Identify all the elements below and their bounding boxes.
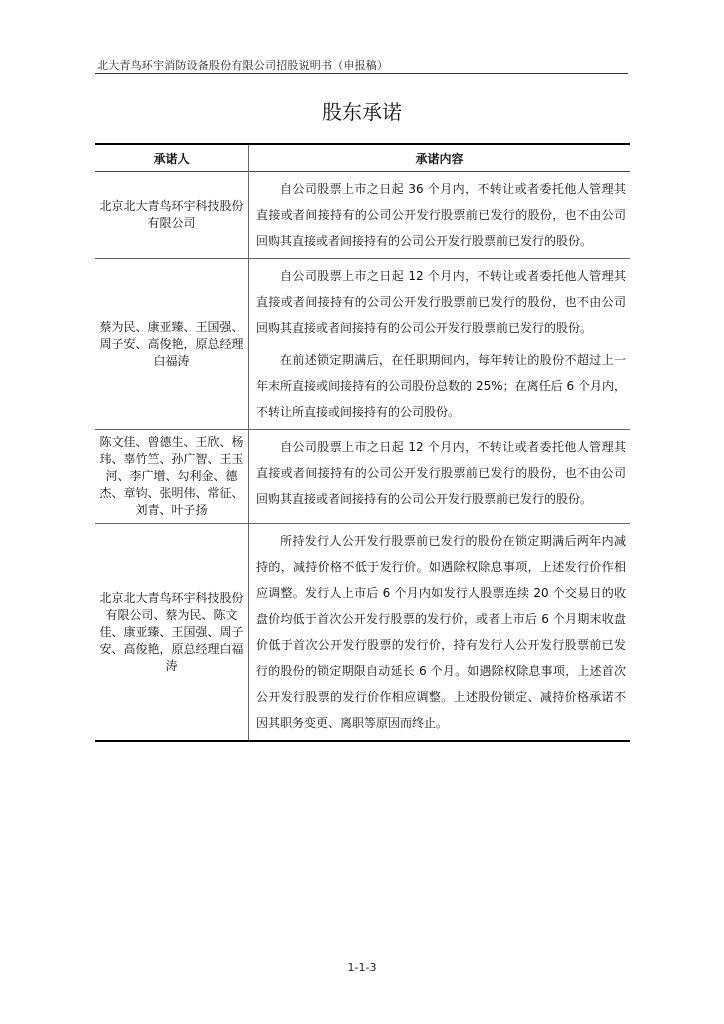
table-row <box>95 172 630 259</box>
commitment-cell <box>249 259 631 430</box>
header-divider <box>95 73 628 74</box>
commitment-cell <box>249 524 631 742</box>
commitment-paragraph: 自公司股票上市之日起 12 个月内，不转让或者委托他人管理其直接或者间接持有的公司公开发行股票前已发行的股份，也不由公司回购其直接或者间接持有的公司公开发行股票前已发行的股份。 <box>256 440 626 506</box>
promisor-cell: 陈文佳、曾德生、王欣、杨玮、辜竹竺、孙广智、王玉河、李广增、勾利金、德杰、章钧、张明伟、常征、刘青、叶子扬 <box>95 430 249 524</box>
column-header-promisor: 承诺人 <box>95 144 249 172</box>
commitment-paragraph: 在前述锁定期满后，在任职期间内，每年转让的股份不超过上一年末所直接或间接持有的公司股份总数的 25%；在离任后 6 个月内，不转让所直接或间接持有的公司股份。 <box>256 353 626 419</box>
page-title: 股东承诺 <box>322 100 402 124</box>
commitment-table <box>95 143 630 742</box>
page-number: 1-1-3 <box>347 961 377 974</box>
table-header-row <box>95 144 630 172</box>
commitment-paragraph: 所持发行人公开发行股票前已发行的股份在锁定期满后两年内减持的，减持价格不低于发行价。如遇除权除息事项，上述发行价作相应调整。发行人上市后 6 个月内如发行人股票连续 20 个交易日的收盘价均低于首次公开发行股票的发行价，或者上市后 6 个月期末收盘价低于首次公开发行股票的发行价，持有发行人公开发行股票前已发行的股份的锁定期限自动延长 6 个月。如遇除权除息事项，上述首次公开发行股票的发行价作相应调整。上述股份锁定、减持价格承诺不因其职务变更、离职等原因而终止。 <box>256 534 626 730</box>
table-row <box>95 430 630 524</box>
commitment-paragraph: 自公司股票上市之日起 12 个月内，不转让或者委托他人管理其直接或者间接持有的公司公开发行股票前已发行的股份，也不由公司回购其直接或者间接持有的公司公开发行股票前已发行的股份。 <box>256 269 626 335</box>
promisor-cell: 北京北大青鸟环宇科技股份有限公司 <box>95 172 249 259</box>
column-header-content: 承诺内容 <box>415 151 464 166</box>
running-header: 北大青鸟环宇消防设备股份有限公司招股说明书（申报稿） <box>97 59 389 72</box>
commitment-paragraph: 自公司股票上市之日起 36 个月内，不转让或者委托他人管理其直接或者间接持有的公司公开发行股票前已发行的股份，也不由公司回购其直接或者间接持有的公司公开发行股票前已发行的股份。 <box>256 182 626 248</box>
promisor-cell: 蔡为民、康亚臻、王国强、周子安、高俊艳，原总经理白福涛 <box>95 259 249 430</box>
commitment-cell <box>249 172 631 259</box>
table-row <box>95 259 630 430</box>
commitment-cell <box>249 430 631 524</box>
table-row <box>95 524 630 742</box>
promisor-cell: 北京北大青鸟环宇科技股份有限公司、蔡为民、陈文佳、康亚臻、王国强、周子安、高俊艳，原总经理白福涛 <box>95 524 249 742</box>
